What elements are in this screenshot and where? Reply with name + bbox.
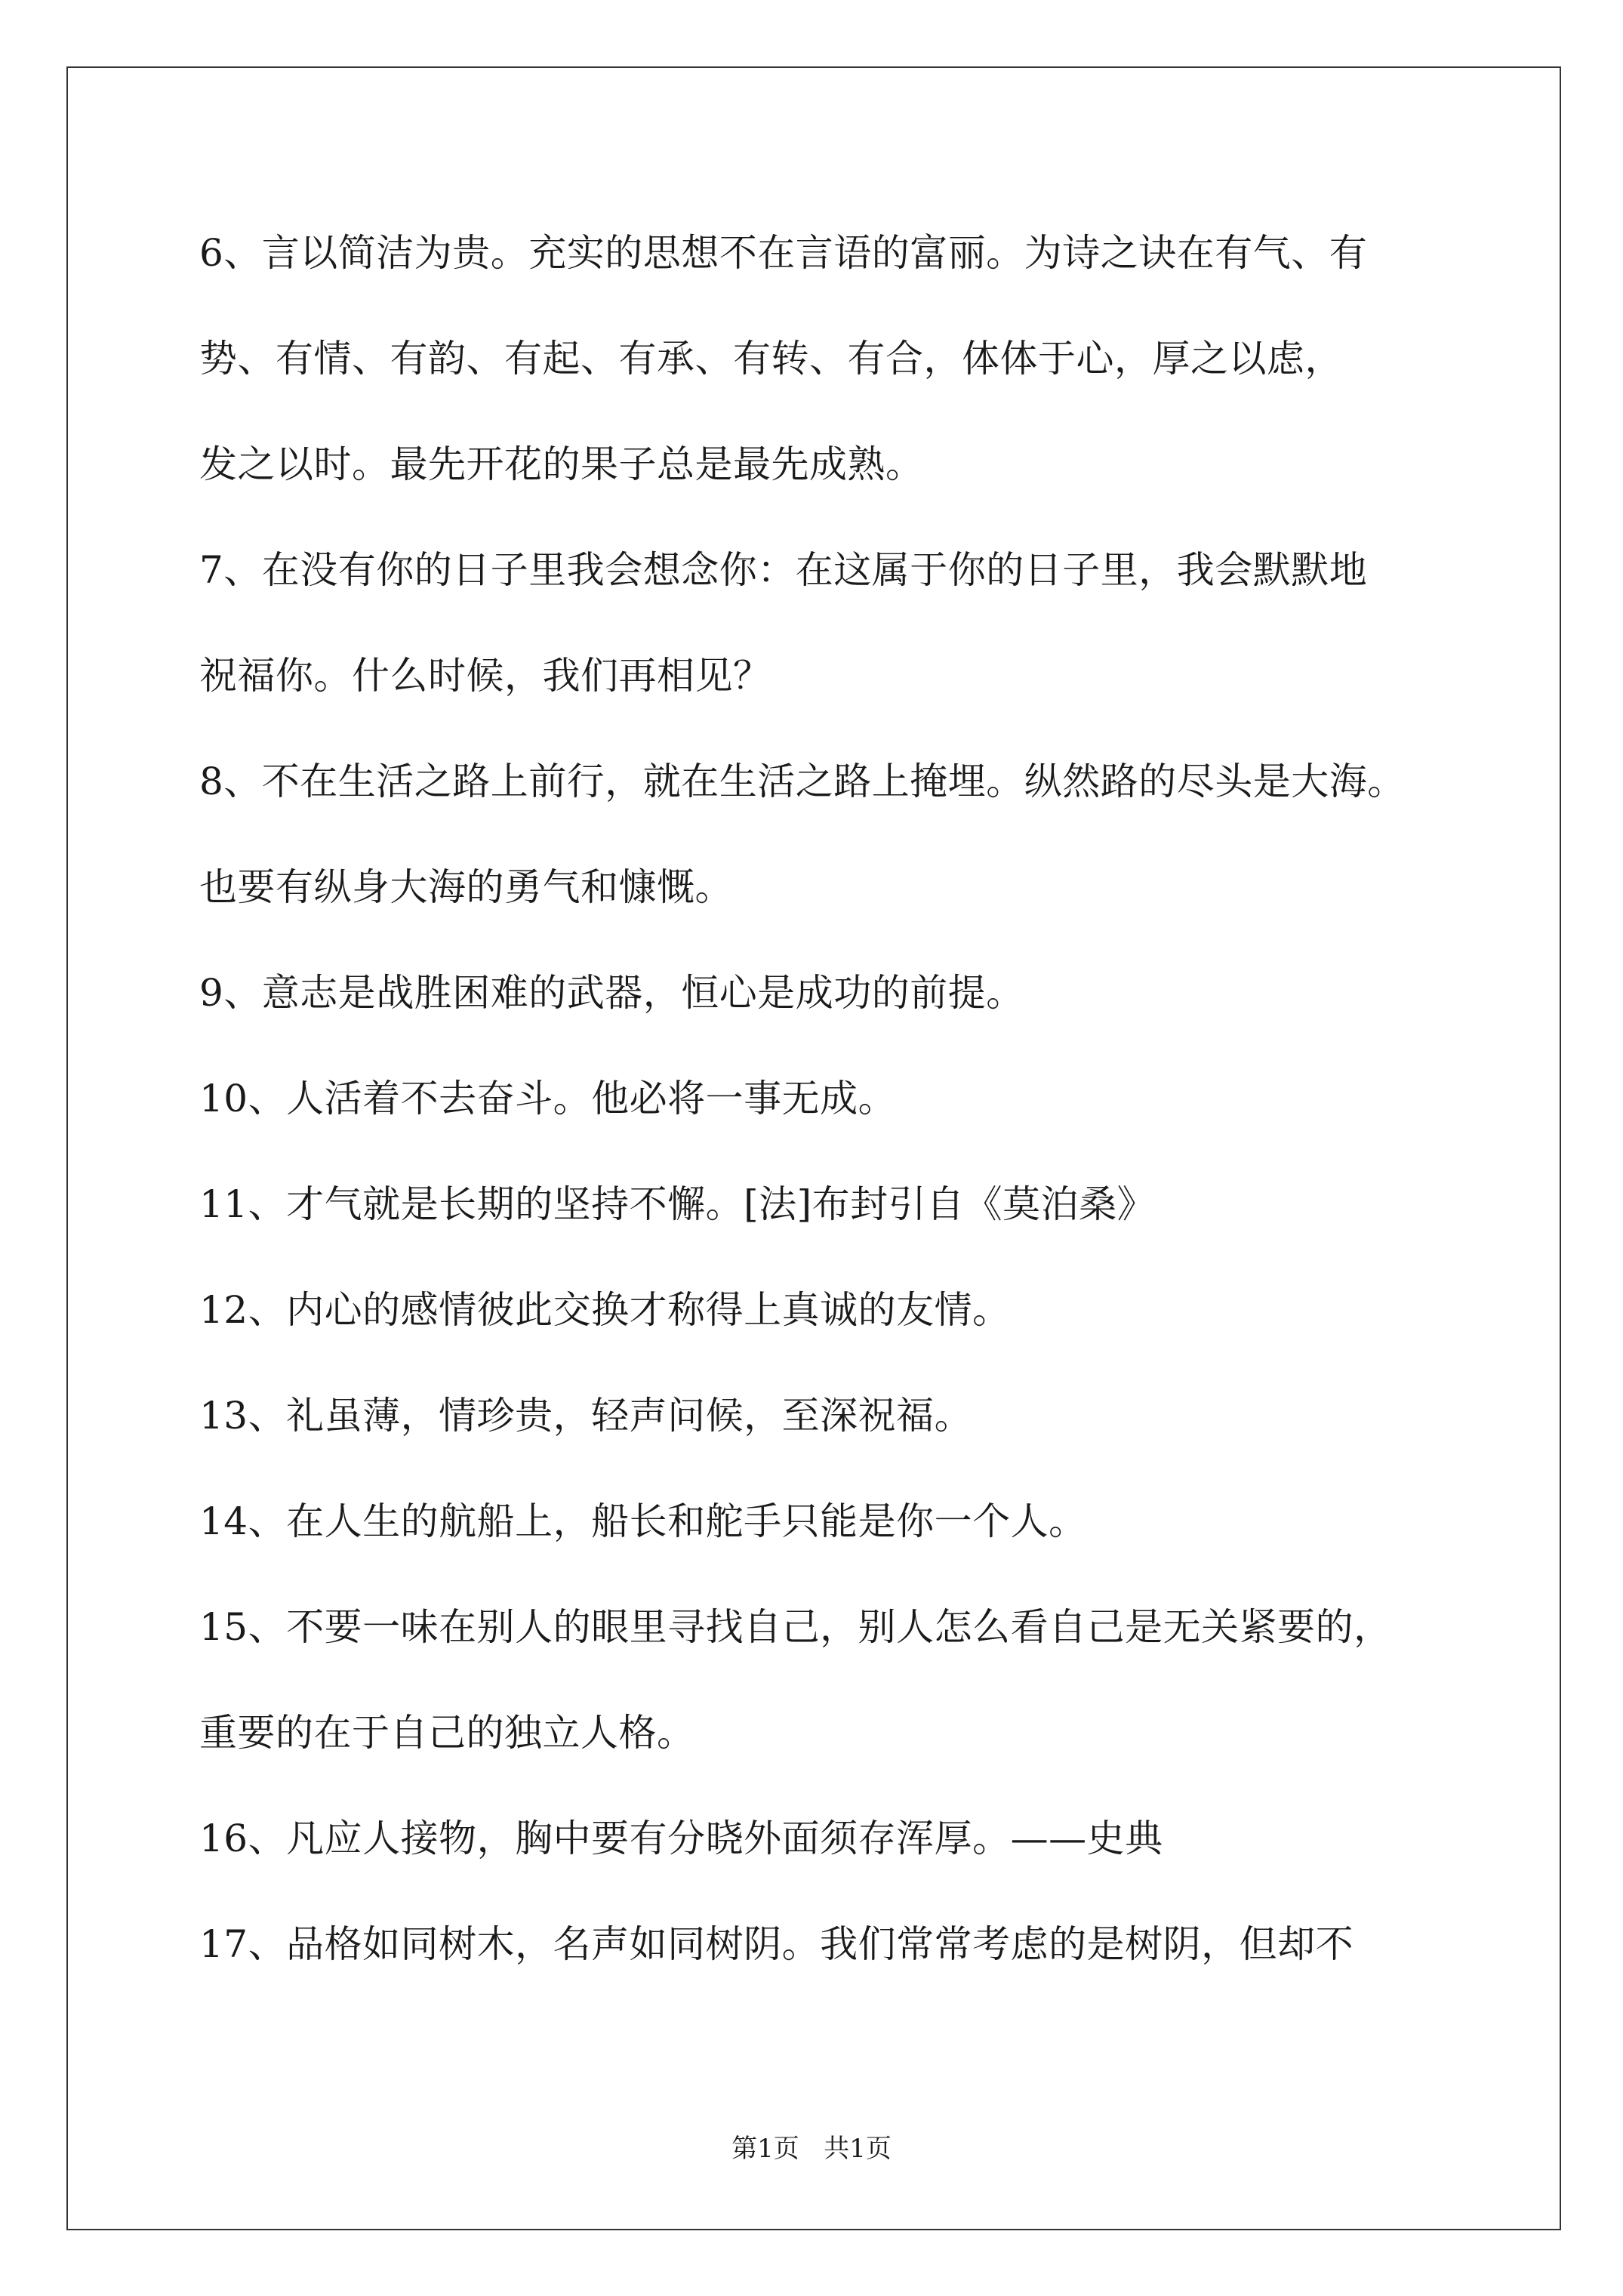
- text-line: 13、礼虽薄，情珍贵，轻声问候，至深祝福。: [199, 1394, 973, 1438]
- text-line: 17、品格如同树木，名声如同树阴。我们常常考虑的是树阴，但却不: [199, 1922, 1354, 1966]
- document-body: [199, 219, 1483, 2016]
- text-line: 9、意志是战胜困难的武器，恒心是成功的前提。: [199, 971, 1024, 1015]
- text-line: 势、有情、有韵、有起、有承、有转、有合，体体于心，厚之以虑，: [199, 337, 1343, 381]
- text-line: 12、内心的感情彼此交换才称得上真诚的友情。: [199, 1288, 1011, 1332]
- text-line: 6、言以简洁为贵。充实的思想不在言语的富丽。为诗之诀在有气、有: [199, 231, 1368, 275]
- text-line: 也要有纵身大海的勇气和慷慨。: [199, 865, 733, 909]
- text-line: 8、不在生活之路上前行，就在生活之路上掩埋。纵然路的尽头是大海。: [199, 760, 1406, 803]
- text-line: 重要的在于自己的独立人格。: [199, 1711, 695, 1755]
- page-footer: 第1页 共1页: [731, 2134, 892, 2164]
- text-line: 14、在人生的航船上，船长和舵手只能是你一个人。: [199, 1499, 1087, 1543]
- text-line: 祝福你。什么时候，我们再相见？: [199, 654, 771, 698]
- text-line: 发之以时。最先开花的果子总是最先成熟。: [199, 442, 924, 486]
- text-line: 7、在没有你的日子里我会想念你：在这属于你的日子里，我会默默地: [199, 548, 1368, 592]
- text-line: 10、人活着不去奋斗。他必将一事无成。: [199, 1077, 897, 1120]
- text-line: 16、凡应人接物，胸中要有分晓外面须存浑厚。——史典: [199, 1817, 1163, 1860]
- text-line: 11、才气就是长期的坚持不懈。[法]布封引自《莫泊桑》: [199, 1182, 1156, 1226]
- text-line: 15、不要一味在别人的眼里寻找自己，别人怎么看自己是无关紧要的，: [199, 1605, 1392, 1649]
